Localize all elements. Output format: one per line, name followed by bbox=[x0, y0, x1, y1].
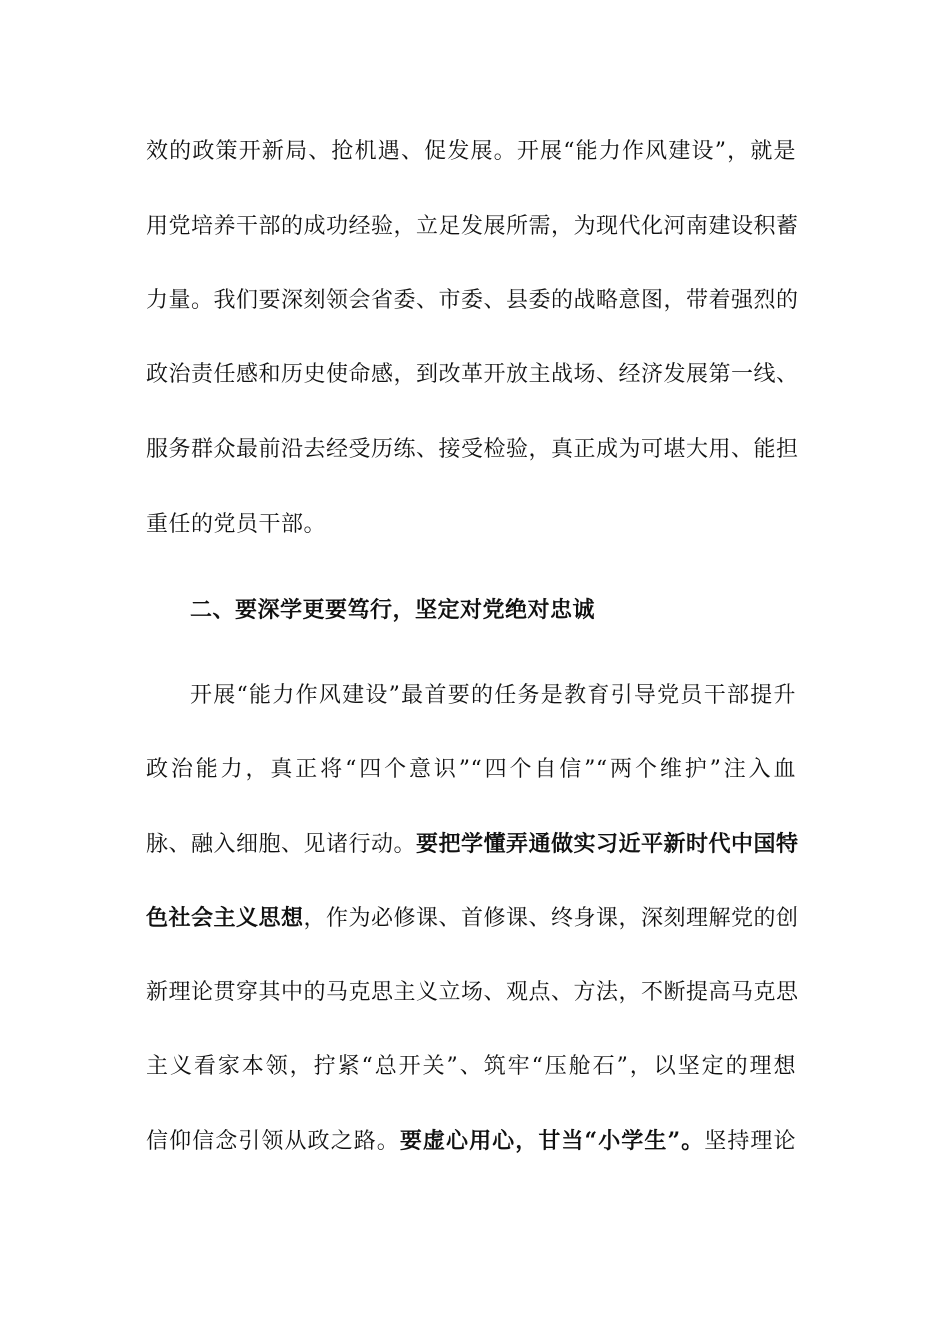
paragraph-line: 政治责任感和历史使命感，到改革开放主战场、经济发展第一线、 bbox=[146, 362, 799, 387]
paragraph-line: 新理论贯穿其中的马克思主义立场、观点、方法，不断提高马克思 bbox=[146, 980, 799, 1005]
paragraph-line: 开展“能力作风建设”最首要的任务是教育引导党员干部提升 bbox=[190, 683, 796, 708]
paragraph-line: 重任的党员干部。 bbox=[146, 512, 327, 537]
plain-text: 信仰信念引领从政之路。 bbox=[146, 1129, 400, 1154]
plain-text: 脉、融入细胞、见诸行动。 bbox=[146, 832, 417, 857]
paragraph-line bbox=[146, 824, 799, 864]
paragraph-line: 效的政策开新局、抢机遇、促发展。开展“能力作风建设”，就是 bbox=[146, 139, 796, 164]
bold-text: 要虚心用心，甘当“小学生”。 bbox=[399, 1128, 705, 1154]
paragraph-line: 力量。我们要深刻领会省委、市委、县委的战略意图，带着强烈的 bbox=[146, 288, 799, 313]
paragraph-line: 主义看家本领，拧紧“总开关”、筑牢“压舱石”，以坚定的理想 bbox=[146, 1054, 796, 1079]
paragraph-line bbox=[146, 898, 799, 938]
section-heading: 二、要深学更要笃行，坚定对党绝对忠诚 bbox=[190, 597, 596, 623]
paragraph-line: 服务群众最前沿去经受历练、接受检验，真正成为可堪大用、能担 bbox=[146, 437, 799, 462]
bold-text: 色社会主义思想 bbox=[146, 905, 304, 931]
plain-text: 坚持理论 bbox=[704, 1129, 796, 1154]
paragraph-line: 用党培养干部的成功经验，立足发展所需，为现代化河南建设积蓄 bbox=[146, 214, 799, 239]
bold-text: 要把学懂弄通做实习近平新时代中国特 bbox=[416, 831, 799, 857]
paragraph-line bbox=[146, 1121, 796, 1161]
plain-text: ，作为必修课、首修课、终身课，深刻理解党的创 bbox=[303, 906, 799, 931]
paragraph-line: 政治能力，真正将“四个意识”“四个自信”“两个维护”注入血 bbox=[146, 757, 796, 782]
